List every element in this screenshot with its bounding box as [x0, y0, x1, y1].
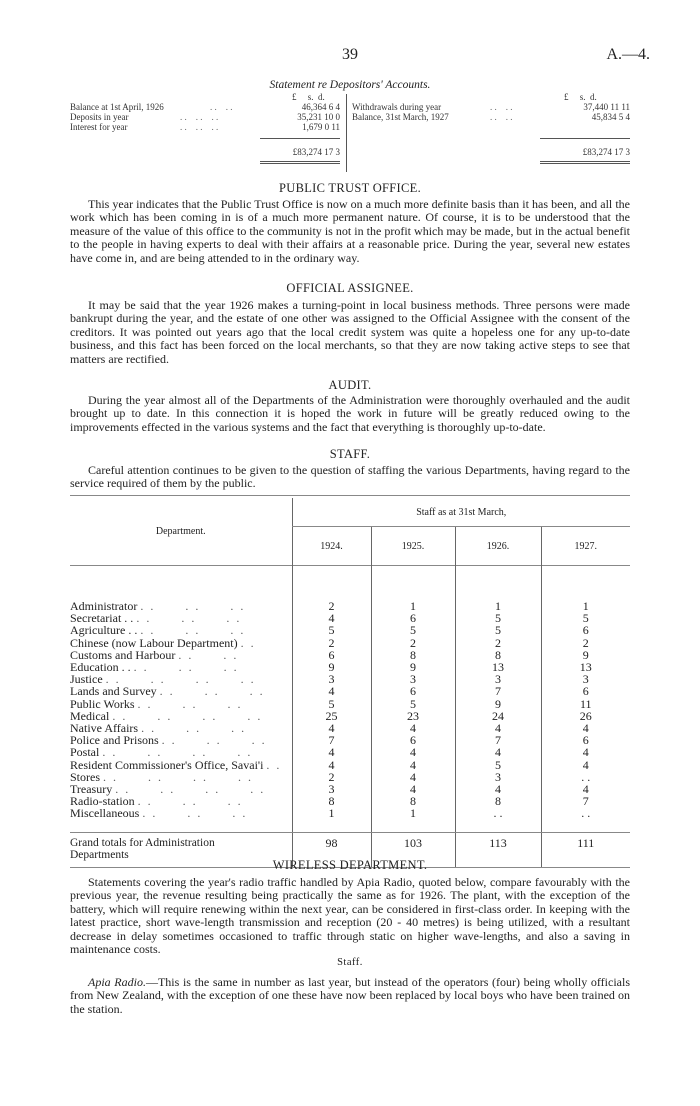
- department-label: Medical: [70, 708, 110, 723]
- staff-count: 8: [371, 649, 455, 661]
- currency-heads-left: £ s. d.: [292, 92, 325, 102]
- leader-dots: . . . . . . . .: [105, 672, 256, 687]
- leader-dots: . . . .: [210, 102, 233, 112]
- left-entry-label: Interest for year: [70, 122, 128, 132]
- staff-count: . .: [455, 807, 541, 819]
- total-rule: [540, 163, 630, 164]
- staff-count: 13: [455, 661, 541, 673]
- department-column-header: Department.: [155, 526, 206, 537]
- staff-count: 11: [541, 698, 630, 710]
- staff-count: 25: [292, 710, 371, 722]
- document-reference: A.—4.: [606, 46, 650, 63]
- department-label: Education . .: [70, 660, 131, 675]
- left-entry-label: Balance at 1st April, 1926: [70, 102, 164, 112]
- table-top-rule: [70, 495, 630, 496]
- staff-count: 5: [455, 612, 541, 624]
- year-header: 1926.: [455, 527, 541, 566]
- department-label: Miscellaneous: [70, 806, 140, 821]
- grand-total-value: 111: [541, 832, 630, 861]
- staff-heading: STAFF.: [329, 447, 371, 461]
- staff-count: 6: [541, 685, 630, 697]
- staff-count: 6: [371, 612, 455, 624]
- left-entry-amount: 46,364 6 4: [301, 102, 340, 112]
- leader-dots: . . . .: [490, 112, 513, 122]
- staff-count: 2: [541, 637, 630, 649]
- left-entry-label: Deposits in year: [70, 112, 129, 122]
- department-name: [70, 807, 292, 819]
- subtotal-rule: [260, 138, 340, 139]
- staff-count: 1: [292, 807, 371, 819]
- staff-count: 4: [292, 612, 371, 624]
- audit-heading: AUDIT.: [328, 378, 372, 392]
- leader-dots: . . . . . .: [140, 623, 246, 638]
- department-label: Resident Commissioner's Office, Savai'i: [70, 757, 264, 772]
- staff-count: 24: [455, 710, 541, 722]
- right-entry-label: Balance, 31st March, 1927: [352, 112, 449, 122]
- wireless-staff-subheading: Staff.: [337, 957, 363, 968]
- staff-count: 7: [541, 795, 630, 807]
- staff-count: 4: [292, 746, 371, 758]
- department-label: Native Affairs: [70, 721, 139, 736]
- staff-group-header: Staff as at 31st March,: [292, 498, 630, 527]
- staff-count: 1: [541, 600, 630, 612]
- right-total: £83,274 17 3: [582, 147, 630, 157]
- leader-dots: . . . . . .: [140, 599, 246, 613]
- right-entry-amount: 45,834 5 4: [591, 112, 630, 122]
- apia-radio-text: —This is the same in number as last year, but instead of the operators (four) being wholly officials from New Zealand, with the exception of one these have now been replaced by local boys who have been trained on the station.: [70, 975, 630, 1016]
- official-assignee-text: It may be said that the year 1926 makes a turning-point in local business methods. Three persons were made bankrupt during the year, and the estate of one other was assigned to the Official Assignee with the consent of the creditors. It was pointed out years ago that the local credit system was quite a hopeless one for any up-to-date business, and this fact has been forced on the local merchants, so that they are now taking active steps to see that matters are rectified.: [70, 298, 630, 366]
- staff-count: 4: [541, 759, 630, 771]
- department-label: Police and Prisons: [70, 733, 159, 748]
- staff-count: 4: [541, 783, 630, 795]
- staff-count: 5: [455, 624, 541, 636]
- leader-dots: . . . . . . . .: [112, 708, 263, 723]
- leader-dots: . . . . . .: [141, 721, 247, 736]
- staff-count: 8: [455, 649, 541, 661]
- depositors-statement-title: Statement re Depositors' Accounts.: [269, 79, 431, 91]
- staff-count: 1: [371, 807, 455, 819]
- wireless-text: Statements covering the year's radio traffic handled by Apia Radio, quoted below, compare favourably with the previous year, the revenue resulting being practically the same as for 1926. The plant, with the exception of the battery, which will require renewing within the next year, can be considered in first-class order. In keeping with the latest practice, short wave-length transmission and reception (20 - 40 metres) is being utilized, with a resultant decrease in delay sometimes occasioned to traffic through static on higher wave-lengths, and also a saving in maintenance costs.: [70, 875, 630, 957]
- staff-count: 23: [371, 710, 455, 722]
- grand-total-value: 113: [455, 832, 541, 861]
- staff-count: 5: [371, 624, 455, 636]
- year-header: 1927.: [541, 527, 630, 566]
- department-label: Agriculture . .: [70, 623, 138, 638]
- total-rule: [260, 163, 340, 164]
- staff-count: 8: [371, 795, 455, 807]
- left-total: £83,274 17 3: [292, 147, 340, 157]
- staff-count: 9: [455, 698, 541, 710]
- grand-total-value: 103: [371, 832, 455, 861]
- staff-count: 3: [371, 673, 455, 685]
- leader-dots: . . . .: [178, 647, 239, 662]
- leader-dots: . . . . . .: [137, 696, 243, 711]
- staff-count: 2: [455, 637, 541, 649]
- staff-count: 9: [292, 661, 371, 673]
- staff-count: 4: [541, 722, 630, 734]
- staff-count: 2: [292, 771, 371, 783]
- staff-count: 6: [371, 685, 455, 697]
- column-divider: [346, 94, 347, 172]
- audit-text: During the year almost all of the Departments of the Administration were thoroughly overhauled and the audit brought up to date. In this connection it is hoped the work in future will be greatly reduced owing to the improvements effected in the various systems and the fact that everything is thoroughly up-to-date.: [70, 393, 630, 434]
- year-header: 1925.: [371, 527, 455, 566]
- total-rule: [540, 161, 630, 162]
- wireless-heading: WIRELESS DEPARTMENT.: [272, 858, 428, 872]
- year-header: 1924.: [292, 527, 371, 566]
- staff-count: 4: [371, 722, 455, 734]
- official-assignee-heading: OFFICIAL ASSIGNEE.: [286, 281, 414, 295]
- staff-count: 4: [292, 722, 371, 734]
- staff-count: 1: [371, 600, 455, 612]
- staff-count: 1: [455, 600, 541, 612]
- grand-total-label: Grand totals for Administration Departments: [70, 836, 215, 861]
- department-label: Treasury: [70, 782, 113, 797]
- total-rule: [260, 161, 340, 162]
- department-label: Radio-station: [70, 794, 135, 809]
- staff-count: 13: [541, 661, 630, 673]
- subtotal-rule: [540, 138, 630, 139]
- leader-dots: . . . . . . . .: [115, 782, 266, 797]
- leader-dots: . . . . . .: [137, 794, 243, 809]
- staff-count: . .: [541, 771, 630, 783]
- department-label: Postal: [70, 745, 100, 760]
- staff-count: 3: [455, 771, 541, 783]
- leader-dots: . . . . . . . .: [102, 745, 253, 760]
- depositors-statement: [70, 92, 630, 172]
- left-entry-amount: 35,231 10 0: [297, 112, 340, 122]
- department-label: Stores: [70, 769, 100, 784]
- leader-dots: . . . . . .: [180, 112, 219, 122]
- department-label: Secretariat . .: [70, 611, 134, 626]
- staff-count: 5: [541, 612, 630, 624]
- staff-text: Careful attention continues to be given to the question of staffing the various Departments, having regard to the service required of them by the public.: [70, 463, 630, 491]
- leader-dots: . . . . . .: [161, 733, 267, 748]
- staff-count: 3: [292, 783, 371, 795]
- page-number: 39: [342, 46, 358, 63]
- staff-count: 4: [455, 783, 541, 795]
- leader-dots: . . . . . . . .: [103, 769, 253, 784]
- leader-dots: . .: [240, 635, 256, 650]
- department-label: Chinese (now Labour Department): [70, 635, 238, 650]
- staff-count: 5: [455, 759, 541, 771]
- leader-dots: . .: [266, 757, 282, 772]
- staff-count: 2: [292, 637, 371, 649]
- right-entry-label: Withdrawals during year: [352, 102, 442, 112]
- staff-count: 4: [371, 771, 455, 783]
- staff-count: 8: [455, 795, 541, 807]
- leader-dots: . . . . . .: [180, 122, 219, 132]
- staff-count: 4: [455, 722, 541, 734]
- staff-count: . .: [541, 807, 630, 819]
- staff-count: 3: [455, 673, 541, 685]
- grand-total-value: 98: [292, 832, 371, 861]
- department-label: Administrator: [70, 599, 138, 613]
- staff-count: 6: [292, 649, 371, 661]
- staff-count: 7: [292, 734, 371, 746]
- staff-count: 2: [371, 637, 455, 649]
- staff-count: 9: [541, 649, 630, 661]
- staff-count: 6: [371, 734, 455, 746]
- staff-count: 2: [292, 600, 371, 612]
- staff-count: 7: [455, 685, 541, 697]
- staff-count: 4: [292, 759, 371, 771]
- apia-radio-label: Apia Radio.: [88, 975, 146, 989]
- staff-count: 6: [541, 734, 630, 746]
- staff-count: 5: [292, 698, 371, 710]
- public-trust-text: This year indicates that the Public Trust Office is now on a much more definite basis than it has been, and all the work which has been coming in is of a much more permanent nature. Of course, it is to be understood that the measure of the value of this office to the community is not in the profit which may be made, but in the actual benefit to the people in having experts to deal with their affairs at a reasonable price. During the year, several new estates have come in, and are being attended to in the ordinary way.: [70, 197, 630, 265]
- leader-dots: . . . . . .: [142, 806, 248, 821]
- staff-count: 9: [371, 661, 455, 673]
- staff-count: 6: [541, 624, 630, 636]
- staff-count: 3: [541, 673, 630, 685]
- left-entry-amount: 1,679 0 11: [302, 122, 340, 132]
- staff-count: 8: [292, 795, 371, 807]
- staff-count: 4: [455, 746, 541, 758]
- staff-count: 5: [371, 698, 455, 710]
- right-entry-amount: 37,440 11 11: [583, 102, 630, 112]
- staff-count: 4: [371, 759, 455, 771]
- leader-dots: . . . . . .: [133, 660, 239, 675]
- department-label: Public Works: [70, 696, 135, 711]
- staff-count: 7: [455, 734, 541, 746]
- staff-count: 26: [541, 710, 630, 722]
- staff-count: 4: [292, 685, 371, 697]
- public-trust-heading: PUBLIC TRUST OFFICE.: [278, 181, 422, 195]
- leader-dots: . . . .: [490, 102, 513, 112]
- apia-radio-paragraph: [70, 976, 630, 1016]
- staff-count: 4: [541, 746, 630, 758]
- staff-table-body: [70, 566, 630, 820]
- leader-dots: . . . . . .: [159, 684, 265, 699]
- staff-count: 4: [371, 783, 455, 795]
- currency-heads-right: £ s. d.: [564, 92, 597, 102]
- department-label: Justice: [70, 672, 103, 687]
- staff-count: 4: [371, 746, 455, 758]
- staff-table: [70, 498, 630, 868]
- department-label: Customs and Harbour: [70, 647, 176, 662]
- staff-count: 5: [292, 624, 371, 636]
- staff-count: 3: [292, 673, 371, 685]
- leader-dots: . . . . . .: [136, 611, 242, 626]
- department-label: Lands and Survey: [70, 684, 157, 699]
- table-row: [70, 807, 630, 819]
